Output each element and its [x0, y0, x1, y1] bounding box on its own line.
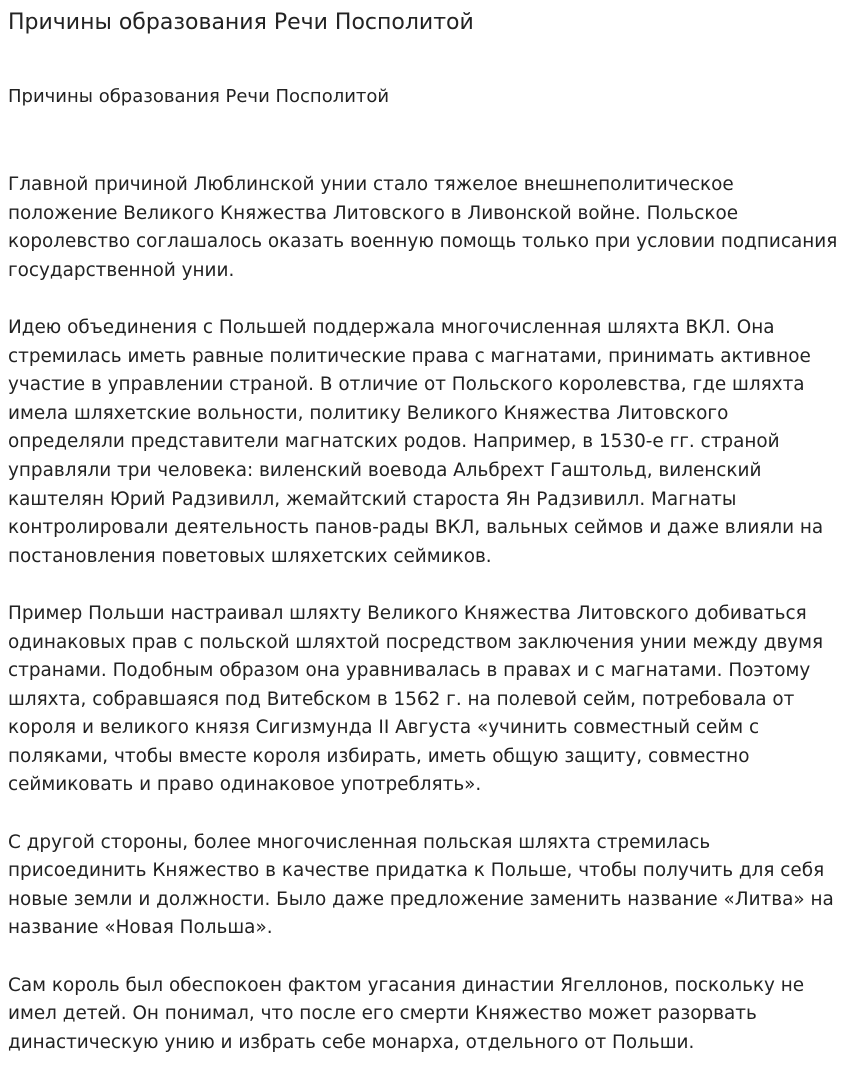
article-paragraph: Сам король был обеспокоен фактом угасания династии Ягеллонов, поскольку не имел детей. Он понимал, что после его смерти Княжество может разорвать династическую унию и избрать себе монарха, отдельного от Польши. [8, 974, 805, 1053]
article-paragraph: С другой стороны, более многочисленная польская шляхта стремилась присоединить Княжество в качестве придатка к Польше, чтобы получить для себя новые земли и должности. Было даже предложение заменить название «Литва» на название «Новая Польша». [8, 831, 834, 939]
article-paragraph: Пример Польши настраивал шляхту Великого Княжества Литовского добиваться одинаковых прав с польской шляхтой посредством заключения унии между двумя странами. Подобным образом она уравнивалась в правах и с магнатами. Поэтому шляхта, собравшаяся под Витебском в 1562 г. на полевой сейм, потребовала от короля и великого князя Сигизмунда II Августа «учинить совместный сейм с поляками, чтобы вместе короля избирать, иметь общую защиту, совместно сеймиковать и право одинаковое употреблять». [8, 602, 824, 796]
article-subtitle: Причины образования Речи Посполитой [8, 86, 390, 107]
page-title: Причины образования Речи Посполитой [8, 10, 474, 35]
article-body [8, 171, 839, 1057]
article-paragraph: Идею объединения с Польшей поддержала многочисленная шляхта ВКЛ. Она стремилась иметь равные политические права с магнатами, принимать активное участие в управлении страной. В отличие от Польского королевства, где шляхта имела шляхетские вольности, политику Великого Княжества Литовского определяли представители магнатских родов. Например, в 1530-е гг. страной управляли три человека: виленский воевода Альбрехт Гаштольд, виленский каштелян Юрий Радзивилл, жемайтский староста Ян Радзивилл. Магнаты контролировали деятельность панов-рады ВКЛ, вальных сеймов и даже влияли на постановления поветовых шляхетских сеймиков. [8, 316, 824, 567]
article-paragraph: Главной причиной Люблинской унии стало тяжелое внешнеполитическое положение Великого Княжества Литовского в Ливонской войне. Польское королевство соглашалось оказать военную помощь только при условии подписания государственной унии. [8, 174, 838, 281]
